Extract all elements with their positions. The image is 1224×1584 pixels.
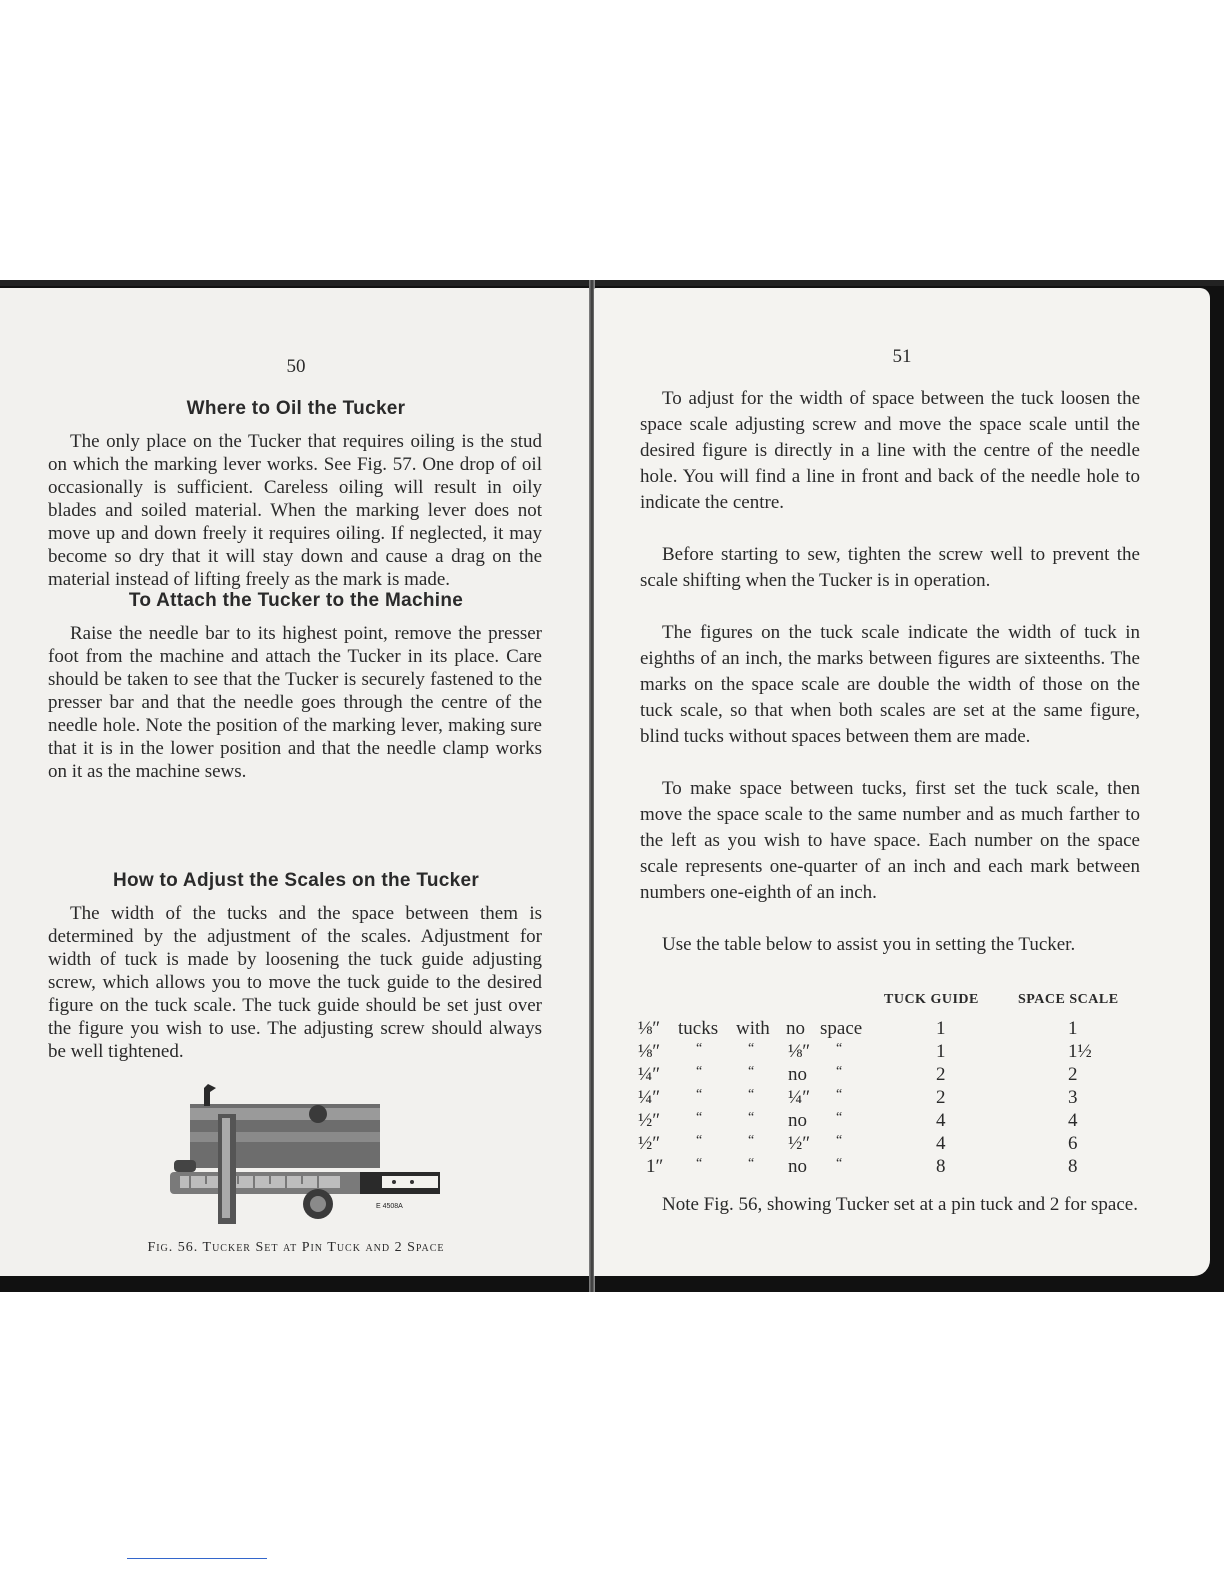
table-row: ½″ “ “ no “ 4 4 <box>638 1110 1078 1131</box>
paragraph-tighten: Before starting to sew, tighten the screw well to prevent the scale shifting when the Tucker is in operation. <box>640 544 1140 591</box>
column-header-space-scale: SPACE SCALE <box>1018 992 1119 1007</box>
figure-caption: Fig. 56. Tucker Set at Pin Tuck and 2 Space <box>147 1240 445 1255</box>
paragraph-use-table: Use the table below to assist you in setting the Tucker. <box>662 934 1076 955</box>
table-row: ¼″ “ “ no “ 2 2 <box>638 1064 1078 1085</box>
page-number: 50 <box>286 356 306 377</box>
paragraph-figures: The figures on the tuck scale indicate the width of tuck in eighths of an inch, the marks between figures are sixteenths. The marks on the space scale are double the width of those on the tuck scale, so that when both scales are set at the same figure, blind tucks without spaces between them are made. <box>640 622 1140 747</box>
table-row: ⅛″ “ “ ⅛″ “ 1 1½ <box>638 1041 1092 1062</box>
left-page <box>0 288 592 1276</box>
paragraph-space-between: To make space between tucks, first set the tuck scale, then move the space scale to the same number and as much farther to the left as you wish to have space. Each number on the space scale represents one-quarter of an inch and each mark between numbers one-eighth of an inch. <box>640 778 1140 903</box>
page-number: 51 <box>892 346 912 367</box>
paragraph-space-adjust: To adjust for the width of space between the tuck loosen the space scale adjusting screw and move the space scale until the desired figure is directly in a line with the centre of the needle hole. You will find a line in front and back of the needle hole to indicate the centre. <box>640 388 1140 513</box>
heading-attach-tucker: To Attach the Tucker to the Machine <box>128 590 464 611</box>
tucker-illustration <box>150 1084 440 1234</box>
underline-mark <box>127 1558 267 1559</box>
column-header-tuck-guide: TUCK GUIDE <box>884 992 979 1007</box>
table-row: 1″ “ “ no “ 8 8 <box>646 1156 1078 1177</box>
paragraph-note-figure: Note Fig. 56, showing Tucker set at a pin tuck and 2 for space. <box>662 1194 1138 1215</box>
table-row: ½″ “ “ ½″ “ 4 6 <box>638 1133 1078 1154</box>
heading-adjust-scales: How to Adjust the Scales on the Tucker <box>112 870 480 891</box>
table-row: ⅛″ tucks with no space 1 1 <box>638 1018 1078 1039</box>
right-page <box>594 288 1210 1276</box>
heading-where-to-oil: Where to Oil the Tucker <box>186 398 406 419</box>
paragraph-attach: Raise the needle bar to its highest point, remove the presser foot from the machine and attach the Tucker in its place. Care should be taken to see that the Tucker is securely fastened to the presser bar and that the needle goes through the centre of the needle hole. Note the position of the marking lever, making sure that it is in the lower position and that the needle clamp works on it as the machine sews. <box>48 623 542 782</box>
table-row: ¼″ “ “ ¼″ “ 2 3 <box>638 1087 1078 1108</box>
figure-code: E 4508A <box>376 1203 403 1210</box>
paragraph-adjust: The width of the tucks and the space between them is determined by the adjustment of the scales. Adjustment for width of tuck is made by loosening the tuck guide adjusting screw, which allows you to move the tuck guide to the desired figure on the tuck scale. The tuck guide should be set just over the figure you wish to use. The adjusting screw should always be well tightened. <box>48 903 542 1062</box>
page-top-edge <box>0 280 1224 286</box>
paragraph-oiling: The only place on the Tucker that requires oiling is the stud on which the marking lever works. See Fig. 57. One drop of oil occasionally is sufficient. Careless oiling will result in oily blades and soiled material. When the marking lever does not move up and down freely it requires oiling. If neglected, it may become so dry that it will stay down and cause a drag on the material instead of lifting freely as the mark is made. <box>48 431 542 590</box>
book-spread <box>0 280 1224 1292</box>
